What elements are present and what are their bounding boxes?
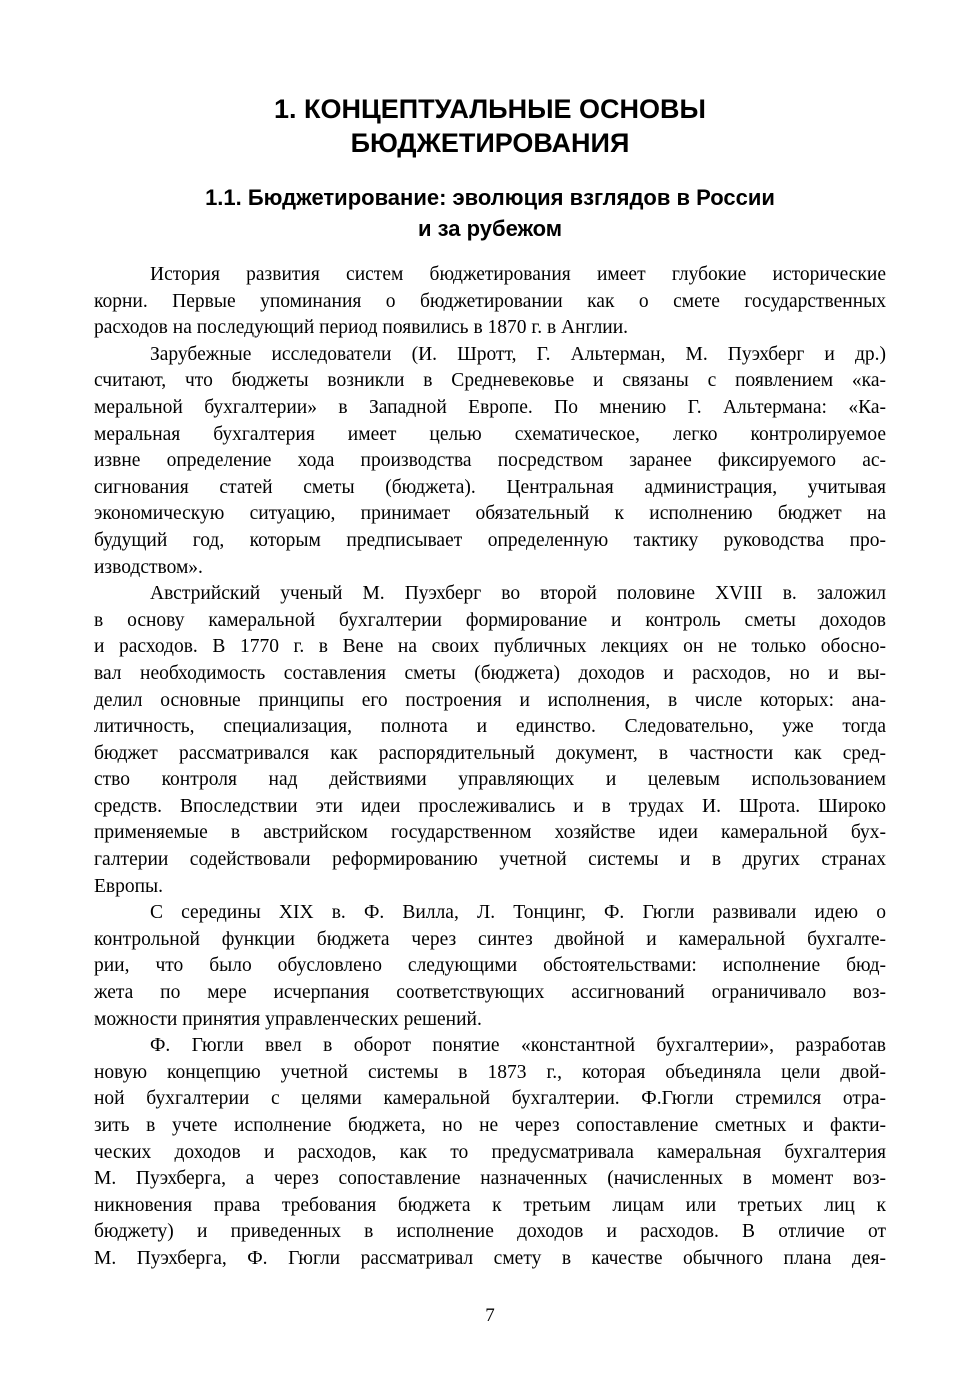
text-line: М. Пуэхберга, Ф. Гюгли рассматривал смету в качестве обычного плана дея- [94,1247,886,1269]
page-number: 7 [485,1305,495,1326]
text-line: меральная бухгалтерия имеет целью схематическое, легко контролируемое [94,423,886,445]
text-line: расходов на последующий период появились в 1870 г. в Англии. [94,317,629,339]
text-line: Австрийский ученый М. Пуэхберг во второй половине XVIII в. заложил [150,583,886,605]
text-line: Зарубежные исследователи (И. Шротт, Г. Альтерман, М. Пуэхберг и др.) [150,343,886,365]
section-title [94,182,886,244]
text-line: корни. Первые упоминания о бюджетировании как о смете государственных [94,290,886,312]
text-line: меральной бухгалтерии» в Западной Европе. По мнению Г. Альтермана: «Ка- [94,396,886,418]
chapter-title-line-2: БЮДЖЕТИРОВАНИЯ [350,128,630,158]
text-line: изводством». [94,556,203,578]
paragraph [94,581,886,900]
document-page [94,92,886,1273]
paragraph [94,1033,886,1272]
text-line: Ф. Гюгли ввел в оборот понятие «константной бухгалтерии», разработав [150,1035,886,1057]
text-line: жета по мере исчерпания соответствующих ассигнований ограничивало воз- [94,982,886,1004]
text-line: М. Пуэхберга, а через сопоставление назначенных (начисленных в момент воз- [94,1168,886,1190]
section-title-line-1: 1.1. Бюджетирование: эволюция взглядов в России [205,185,775,210]
chapter-title [94,92,886,160]
text-line: галтерии содействовали реформированию учетной системы и в других странах [94,849,886,871]
paragraph [94,342,886,581]
text-line: контрольной функции бюджета через синтез двойной и камеральной бухгалте- [94,928,886,950]
text-line: никновения права требования бюджета к третьим лицам или третьих лиц к [94,1194,886,1216]
text-line: и расходов. В 1770 г. в Вене на своих публичных лекциях он не только обосно- [94,636,886,658]
text-line: средств. Впоследствии эти идеи прослеживались и в трудах И. Шрота. Широко [94,795,886,817]
text-line: ной бухгалтерии с целями камеральной бухгалтерии. Ф.Гюгли стремился отра- [94,1088,886,1110]
text-line: ческих доходов и расходов, как то предусматривала камеральная бухгалтерия [94,1141,886,1163]
text-line: вал необходимость составления сметы (бюджета) доходов и расходов, но и вы- [94,662,886,684]
text-line: бюджет рассматривался как распорядительный документ, в частности как сред- [94,742,886,764]
text-line: Европы. [94,875,164,897]
text-line: ство контроля над действиями управляющих и целевым использованием [94,769,886,791]
text-line: в основу камеральной бухгалтерии формирование и контроль сметы доходов [94,609,886,631]
text-line: новую концепцию учетной системы в 1873 г., которая объединяла цели двой- [94,1061,886,1083]
paragraph [94,900,886,1033]
body-text [94,262,886,1273]
text-line: рии, что было обусловлено следующими обстоятельствами: исполнение бюд- [94,955,886,977]
text-line: литичность, специализация, полнота и единство. Следовательно, уже тогда [94,716,886,738]
paragraph [94,262,886,342]
text-line: экономическую ситуацию, принимает обязательный к исполнению бюджет на [94,503,886,525]
text-line: делил основные принципы его построения и исполнения, в числе которых: ана- [94,689,886,711]
text-line: зить в учете исполнение бюджета, но не через сопоставление сметных и факти- [94,1115,886,1136]
text-line: История развития систем бюджетирования имеет глубокие исторические [150,264,886,285]
text-line: извне определение хода производства посредством заранее фиксируемого ас- [94,450,886,472]
text-line: бюджету) и приведенных в исполнение доходов и расходов. В отличие от [94,1221,886,1243]
section-title-line-2: и за рубежом [417,216,563,241]
text-line: считают, что бюджеты возникли в Средневековье и связаны с появлением «ка- [94,370,886,392]
text-line: С середины XIX в. Ф. Вилла, Л. Тонцинг, Ф. Гюгли развивали идею о [150,902,886,924]
text-line: можности принятия управленческих решений. [94,1008,482,1030]
text-line: будущий год, которым предписывает определенную тактику руководства про- [94,529,886,551]
text-line: сигнования статей сметы (бюджета). Центральная администрация, учитывая [94,476,886,498]
chapter-title-line-1: 1. КОНЦЕПТУАЛЬНЫЕ ОСНОВЫ [274,94,706,124]
text-line: применяемые в австрийском государственном хозяйстве идеи камеральной бух- [94,822,886,844]
